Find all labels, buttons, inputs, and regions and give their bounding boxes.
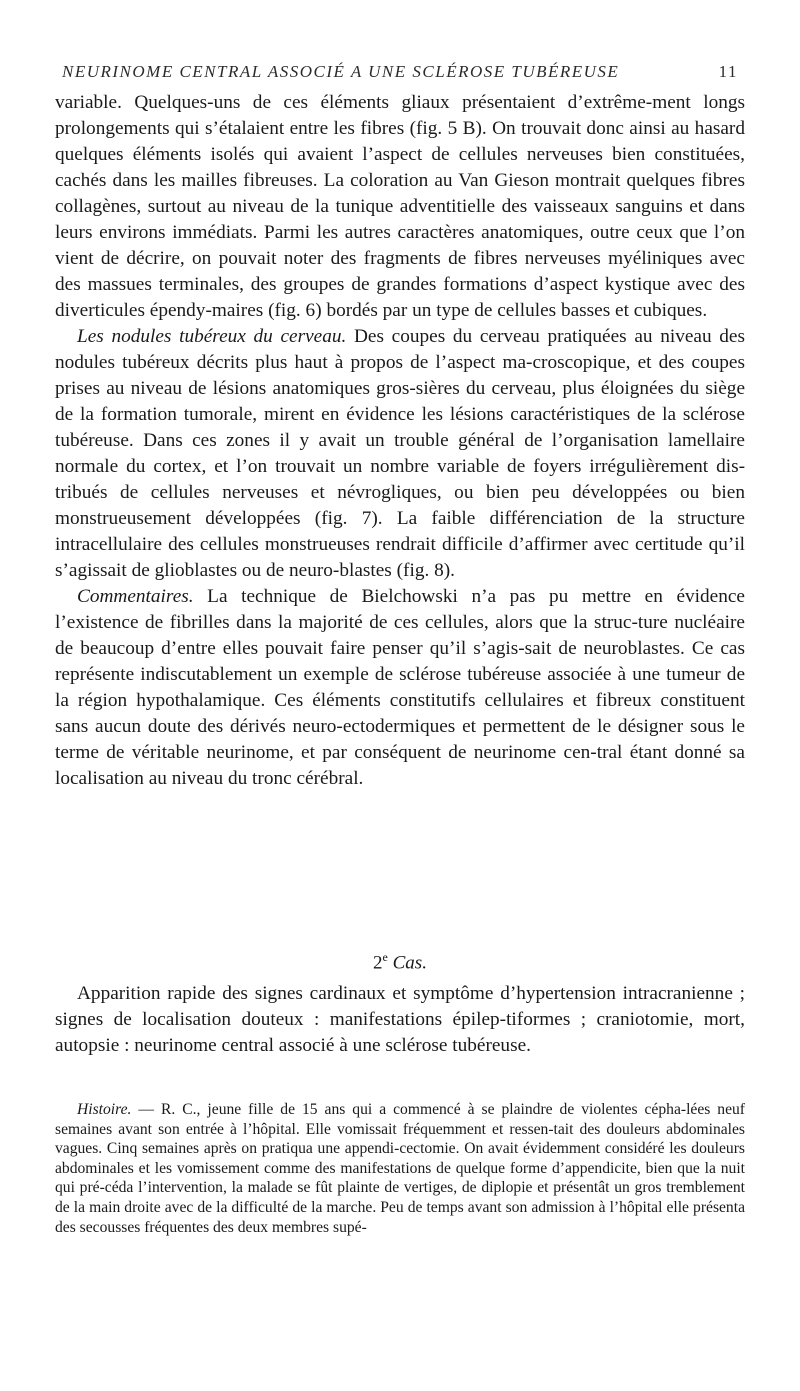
case-summary: Apparition rapide des signes cardinaux et symptôme d’hypertension intracranienne ; signes de localisation douteux : manifestations épilep-tiformes ; craniotomie, mort, autopsie : neurinome central associé à une sclérose tubéreuse. [55,983,745,1056]
running-title: NEURINOME CENTRAL ASSOCIÉ A UNE SCLÉROSE TUBÉREUSE [62,62,620,81]
case-heading [0,950,800,974]
paragraph-nodules-text: Des coupes du cerveau pratiquées au niveau des nodules tubéreux décrits plus haut à propos de l’aspect ma-croscopique, et des coupes prises au niveau de lésions anatomiques gros-sières du cerveau, plus éloignées du siège de la formation tumorale, mirent en évidence les lésions caractéristiques de la sclérose tubéreuse. Dans ces zones il y avait un trouble général de l’organisation lamellaire normale du cortex, et l’on trouvait un nombre variable de foyers irrégulièrement dis-tribués de cellules nerveuses et névrogliques, ou bien peu développées ou bien monstrueusement développées (fig. 7). La faible différenciation de la structure intracellulaire des cellules monstrueuses rendrait difficile d’affirmer avec certitude qu’il s’agissait de glioblastes ou de neuro-blastes (fig. 8). [55,326,745,581]
case-superscript: e [382,950,388,964]
paragraph-nodules [55,324,745,584]
section-lead-commentaires: Commentaires. [77,586,194,607]
history-text: — R. C., jeune fille de 15 ans qui a commencé à se plaindre de violentes cépha-lées neuf semaines avant son entrée à l’hôpital. Elle vomissait fréquemment et ressen-tait des douleurs abdominales vagues. Cinq semaines après on pratiqua une appendi-cectomie. On avait évidemment considéré les douleurs abdominales et les vomissement comme des manifestations de quelque forme d’appendicite, bien que la nuit qui pré-céda l’intervention, la malade se fût plainte de vertiges, de diplopie et présentât un gros tremblement de la main droite avec de la difficulté de la marche. Peu de temps avant son admission à l’hôpital elle présenta des secousses fréquentes des deux membres supé- [55,1101,745,1236]
case-label: Cas. [392,952,427,974]
paragraph-commentaires-text: La technique de Bielchowski n’a pas pu mettre en évidence l’existence de fibrilles dans la majorité de ces cellules, alors que la struc-ture nucléaire de beaucoup d’entre elles pouvait faire penser qu’il s’agis-sait de neuroblastes. Ce cas représente indiscutablement un exemple de sclérose tubéreuse associée à une tumeur de la région hypothalamique. Ces éléments constitutifs cellulaires et fibreux constituent sans aucun doute des dérivés neuro-ectodermiques et permettent de le désigner sous le terme de véritable neurinome, et par conséquent de neurinome cen-tral étant donné sa localisation au niveau du tronc cérébral. [55,586,745,789]
paragraph-commentaires [55,584,745,792]
page-number: 11 [718,62,738,81]
section-lead-nodules: Les nodules tubéreux du cerveau. [77,326,347,347]
paragraph-continuation: variable. Quelques-uns de ces éléments gliaux présentaient d’extrême-ment longs prolongements qui s’étalaient entre les fibres (fig. 5 B). On trouvait donc ainsi au hasard quelques éléments isolés qui avaient l’aspect de cellules nerveuses bien constituées, cachés dans les mailles fibreuses. La coloration au Van Gieson montrait quelques fibres collagènes, surtout au niveau de la tunique adventitielle des vaisseaux sanguins et dans leurs environs immédiats. Parmi les autres caractères anatomiques, outre ceux que l’on vient de décrire, on pouvait noter des fragments de fibres nerveuses myéliniques avec des massues terminales, des groupes de grandes formations d’aspect kystique avec des diverticules épendy-maires (fig. 6) bordés par un type de cellules basses et cubiques. [55,92,745,321]
case-summary-block [55,981,745,1059]
history-lead: Histoire. [77,1101,132,1118]
main-text-block [55,90,745,792]
case-number: 2 [373,952,383,974]
history-block [55,1100,745,1237]
history-paragraph [55,1100,745,1237]
